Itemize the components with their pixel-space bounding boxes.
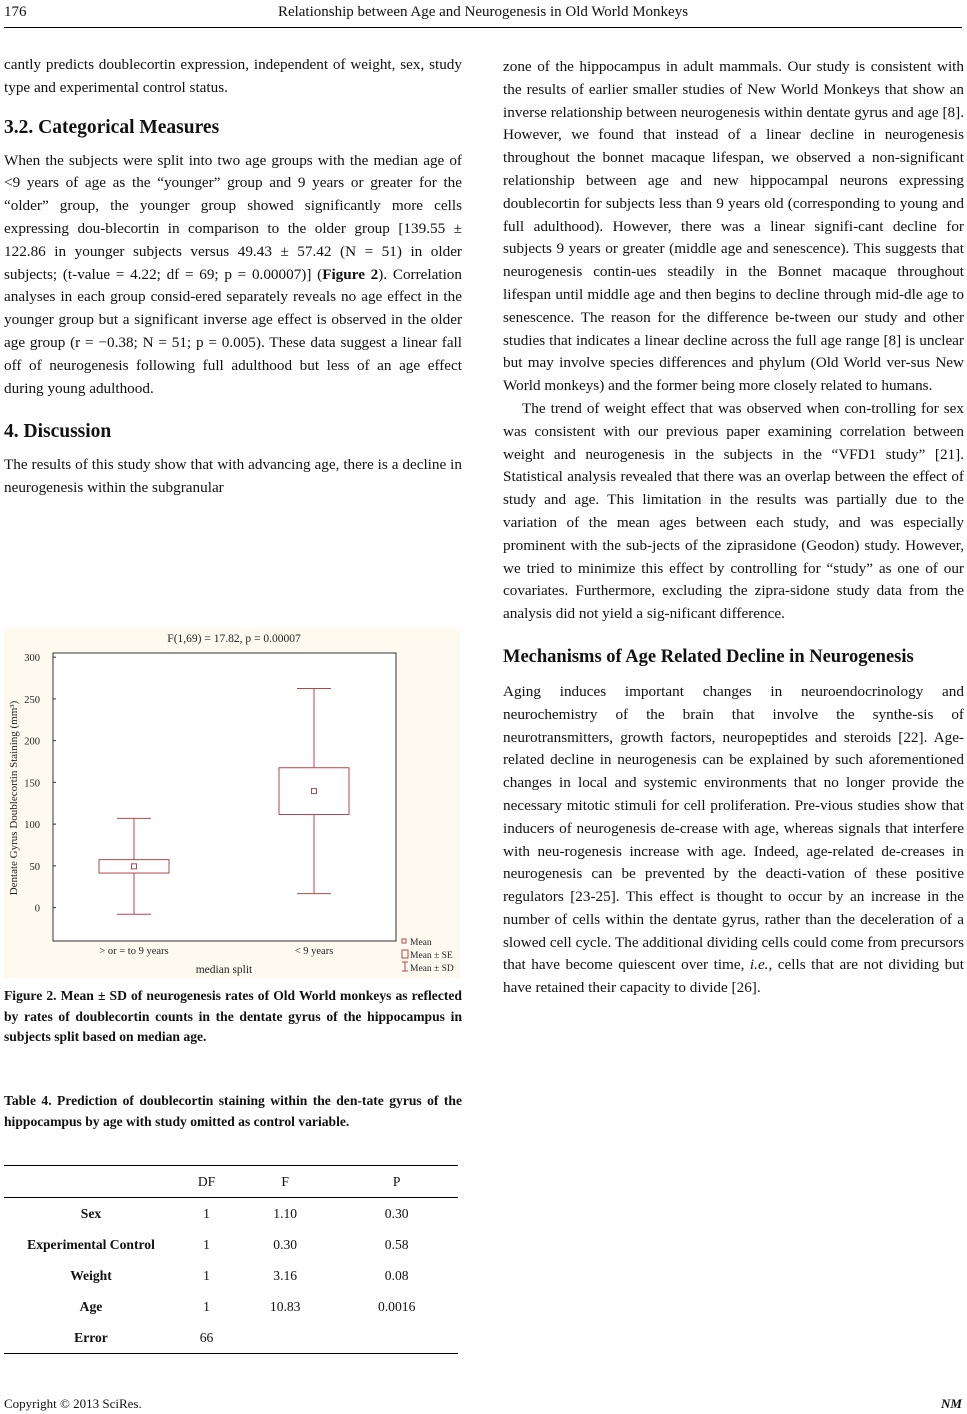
legend-entry: Mean ± SD	[410, 964, 454, 974]
subsection-heading: Mechanisms of Age Related Decline in Neurogenesis	[503, 646, 914, 667]
legend-entry: Mean	[410, 938, 432, 948]
paragraph: The results of this study show that with advancing age, there is a decline in neurogenesis within the subgranular	[4, 456, 462, 497]
x-axis-label: median split	[195, 964, 253, 976]
paragraph: zone of the hippocampus in adult mammals. Our study is consistent with the results of earlier smaller studies of New World Monkeys that show an inverse relationship between neurogenesis within dentate gyrus and age [8]. However, we found that instead of a linear decline in neurogenesis throughout the bonnet macaque lifespan, we observed a non-significant relationship between age and new hippocampal neurons expressing doublecortin for subjects less than 9 years old (corresponding to young and full adulthood). However, there was a linear signifi-cant decline for subjects 9 years or greater (middle age and senescence). This suggests that neurogenesis contin-ues steadily in the Bonnet macaque throughout lifespan until middle age and then begins to decline through mid-dle age to senescence. The reason for the difference be-tween our study and other studies that indicates a linear decline across the full age range [8] is unclear but may involve species differences and phylum (Old World ver-sus New World monkeys) and the former being more closely related to humans.	[503, 58, 964, 395]
box-plot	[4, 628, 460, 978]
copyright: Copyright © 2013 SciRes.	[4, 1396, 142, 1411]
plot-area	[53, 653, 396, 941]
table-cell: 0.08	[384, 1267, 409, 1283]
table-header-cell	[4, 1166, 178, 1198]
y-tick-label: 100	[24, 820, 40, 832]
table-cell: 1	[203, 1205, 210, 1221]
table-row	[4, 1291, 458, 1322]
legend-entry: Mean ± SE	[410, 951, 453, 961]
table-4	[4, 1165, 458, 1354]
table-cell: 10.83	[269, 1298, 301, 1314]
table-cell	[335, 1322, 458, 1354]
journal-abbrev: NM	[941, 1396, 962, 1411]
text-run: ). Correlation analyses in each group consid-ered separately reveals no age effect in the younger group but a significant inverse age effect is observed in the older age group (r = −0.38; N = 51; p = 0.005). These data suggest a linear fall off of neurogenesis following full adulthood but less of an age effect during young adulthood.	[4, 265, 462, 397]
figure-caption: Figure 2. Mean ± SD of neurogenesis rates of Old World monkeys as reflected by rates of doublecortin counts in the dentate gyrus of the hippocampus in subjects split based on median age.	[4, 988, 462, 1044]
table-cell: Weight	[70, 1267, 112, 1283]
header-rule	[4, 27, 962, 28]
y-axis-label: Dentate Gyrus Doublecortin Staining (mm³)	[8, 700, 20, 896]
running-title: Relationship between Age and Neurogenesis in Old World Monkeys	[277, 4, 689, 20]
table-header-cell: DF	[197, 1173, 216, 1189]
table-row	[4, 1260, 458, 1291]
table-cell: 0.30	[273, 1236, 298, 1252]
table-cell: 1	[203, 1298, 210, 1314]
table-cell: Age	[79, 1298, 103, 1314]
table-cell: 0.30	[384, 1205, 409, 1221]
table-cell: Sex	[80, 1205, 102, 1221]
table-cell: Error	[74, 1329, 108, 1345]
y-tick-label: 250	[24, 694, 40, 706]
table-header-row	[4, 1166, 458, 1198]
text-run: Aging induces important changes in neuroendocrinology and neurochemistry of the brain that involve the synthe-sis of neurotransmitters, growth factors, neuropeptides and steroids [22]. Age-related decline in neurogenesis can be explained by such aforementioned changes in local and systemic environments that no longer provide the necessary mitotic stimuli for cell proliferation. Pre-vious studies show that inducers of neurogenesis de-crease with age, whereas signals that interfere with neu-rogenesis increase with age. Indeed, age-related de-creases in neurogenesis can be prevented by the deacti-vation of these positive regulators [23-25]. This effect is thought to occur by an increase in the number of cells within the dentate gyrus, rather than the deceleration of a slowed cell cycle. The additional dividing cells could come from precursors that have become quiescent over time,	[503, 682, 964, 974]
paragraph: cantly predicts doublecortin expression, independent of weight, sex, study type and experimental control status.	[4, 56, 462, 96]
table-cell: 66	[199, 1329, 214, 1345]
y-tick-label: 50	[29, 861, 40, 873]
table-cell: 1	[203, 1267, 210, 1283]
figure-2-chart	[4, 628, 460, 978]
table-cell	[235, 1322, 335, 1354]
figure-2-ref[interactable]: Figure 2	[322, 265, 379, 283]
text-run: When the subjects were split into two age groups with the median age of <9 years of age as the “younger” group and 9 years or greater for the “older” group, the younger group showed significantly more cells expressing dou-blecortin in comparison to the older group [139.55 ± 122.86 in younger subjects versus 49.43 ± 57.42 (N = 51) in older subjects; (t-value = 4.22; df = 69; p = 0.00007)] (	[4, 151, 462, 283]
table-row	[4, 1322, 458, 1354]
table-cell: 0.0016	[377, 1298, 416, 1314]
paragraph	[503, 681, 964, 1000]
y-tick-label: 150	[24, 778, 40, 790]
paragraph	[4, 150, 462, 401]
table-cell: Experimental Control	[27, 1236, 155, 1252]
table-header-cell: F	[281, 1173, 289, 1189]
table-row	[4, 1229, 458, 1260]
table-cell: 1	[203, 1236, 210, 1252]
y-tick-label: 200	[24, 736, 40, 748]
section-heading-3-2: 3.2. Categorical Measures	[4, 116, 220, 138]
page-header	[4, 4, 962, 26]
paragraph: The trend of weight effect that was observed when con-trolling for sex was consistent with our previous paper examining correlation between weight and neurogenesis in the subjects in the “VFD1 study” [21]. Statistical analysis revealed that there was an overlap between the effect of study and age. This limitation in the results was partially due to the variation of the mean ages between each study, and was especially prominent with the sub-jects of the ziprasidone (Geodon) study. However, we tried to minimize this effect by controlling for “study” as one of our covariates. Furthermore, excluding the zipra-sidone study data from the analysis did not yield a sig-nificant difference.	[503, 399, 964, 623]
table-header-cell: P	[392, 1173, 401, 1189]
right-column-text	[503, 56, 964, 1000]
table-caption: Table 4. Prediction of doublecortin staining within the den-tate gyrus of the hippocampus by age with study omitted as control variable.	[4, 1093, 462, 1129]
y-tick-label: 300	[24, 653, 40, 665]
y-tick-label: 0	[34, 903, 40, 915]
table-row	[4, 1198, 458, 1230]
page-number: 176	[4, 4, 27, 20]
chart-title: F(1,69) = 17.82, p = 0.00007	[167, 633, 301, 645]
table-cell: 1.10	[273, 1205, 298, 1221]
table-cell: 0.58	[384, 1236, 409, 1252]
table-cell: 3.16	[273, 1267, 298, 1283]
text-run-italic: i.e.	[749, 956, 769, 974]
x-category-label: < 9 years	[294, 946, 334, 957]
left-column-text	[4, 54, 462, 500]
x-category-label: > or = to 9 years	[99, 946, 169, 957]
section-heading-4: 4. Discussion	[4, 421, 112, 443]
text-run: , cells that are not dividing but have retained their capacity to divide [26].	[503, 956, 964, 997]
